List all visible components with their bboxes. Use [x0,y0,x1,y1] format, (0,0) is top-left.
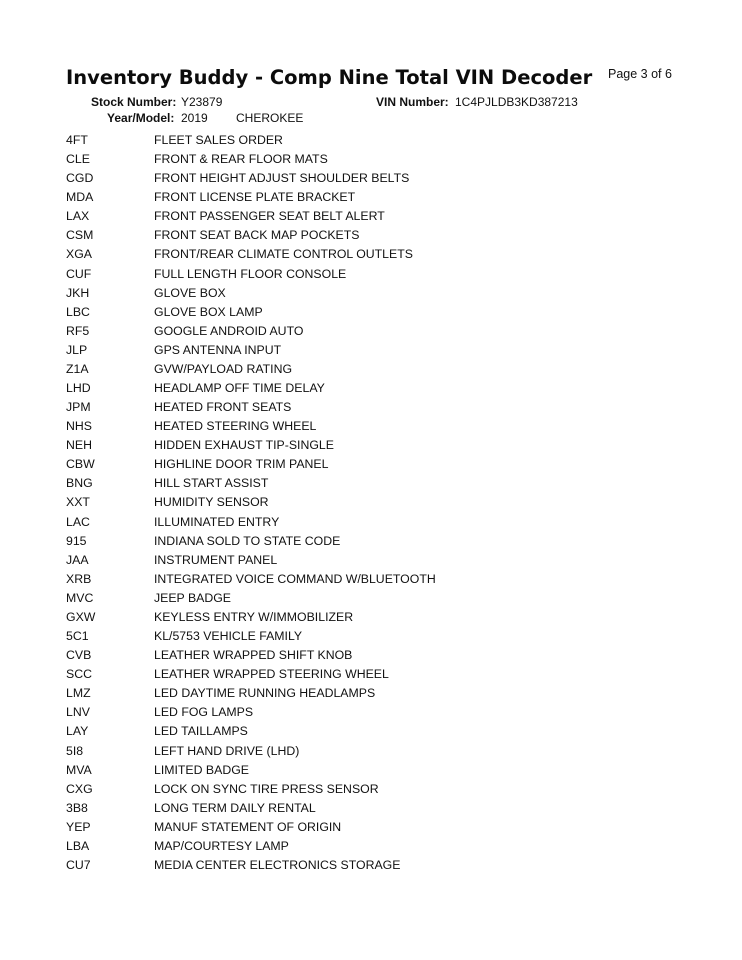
list-item [66,570,706,589]
option-description: FRONT SEAT BACK MAP POCKETS [154,228,360,243]
option-description: MANUF STATEMENT OF ORIGIN [154,819,342,834]
option-code: CSM [66,228,94,243]
list-item [66,226,706,245]
list-item [66,742,706,761]
option-code: CGD [66,171,94,186]
option-description: JEEP BADGE [154,590,231,605]
list-item [66,627,706,646]
option-description: FRONT & REAR FLOOR MATS [154,152,328,167]
option-description: HEADLAMP OFF TIME DELAY [154,381,325,396]
option-description: INTEGRATED VOICE COMMAND W/BLUETOOTH [154,571,436,586]
option-description: FRONT PASSENGER SEAT BELT ALERT [154,209,385,224]
list-item [66,780,706,799]
list-item [66,379,706,398]
option-description: GPS ANTENNA INPUT [154,342,282,357]
list-item [66,513,706,532]
option-description: HEATED FRONT SEATS [154,400,292,415]
list-item [66,551,706,570]
option-code: XXT [66,495,90,510]
option-code: NEH [66,438,92,453]
page-number: Page 3 of 6 [608,67,672,81]
year-model-label: Year/Model: [107,111,175,125]
option-code: JLP [66,342,88,357]
option-description: HEATED STEERING WHEEL [154,419,317,434]
option-description: GOOGLE ANDROID AUTO [154,323,304,338]
option-description: HIDDEN EXHAUST TIP-SINGLE [154,438,334,453]
option-code: LNV [66,705,90,720]
option-code: CBW [66,457,95,472]
option-description: FRONT LICENSE PLATE BRACKET [154,190,356,205]
option-description: LED DAYTIME RUNNING HEADLAMPS [154,686,376,701]
option-code: LMZ [66,686,91,701]
list-item [66,646,706,665]
option-code: 5C1 [66,629,89,644]
option-description: HUMIDITY SENSOR [154,495,269,510]
option-code: XGA [66,247,92,262]
list-item [66,303,706,322]
option-code: CVB [66,648,92,663]
option-description: HILL START ASSIST [154,476,269,491]
option-description: FLEET SALES ORDER [154,133,283,147]
list-item [66,532,706,551]
option-code: LBC [66,304,90,319]
option-code: LAC [66,514,90,529]
option-description: KEYLESS ENTRY W/IMMOBILIZER [154,609,354,624]
option-description: FRONT/REAR CLIMATE CONTROL OUTLETS [154,247,413,262]
list-item [66,493,706,512]
list-item [66,265,706,284]
option-code: 4FT [66,133,88,147]
option-description: INSTRUMENT PANEL [154,552,278,567]
list-item [66,856,706,875]
option-code: RF5 [66,323,90,338]
option-description: GLOVE BOX [154,285,226,300]
option-code: GXW [66,609,96,624]
option-code: 3B8 [66,800,88,815]
list-item [66,455,706,474]
option-code: LBA [66,838,90,853]
option-code: JKH [66,285,90,300]
option-description: LED TAILLAMPS [154,724,248,739]
stock-number-label: Stock Number: [91,95,177,109]
option-description: LEATHER WRAPPED SHIFT KNOB [154,648,353,663]
option-code: Z1A [66,361,89,376]
option-code: CUF [66,266,92,281]
option-description: MAP/COURTESY LAMP [154,838,289,853]
option-description: LED FOG LAMPS [154,705,254,720]
list-item [66,188,706,207]
option-code: CXG [66,781,93,796]
option-description: INDIANA SOLD TO STATE CODE [154,533,341,548]
option-code: SCC [66,667,92,682]
option-description: KL/5753 VEHICLE FAMILY [154,629,303,644]
option-description: LEATHER WRAPPED STEERING WHEEL [154,667,389,682]
option-code: XRB [66,571,92,586]
option-code: LAX [66,209,90,224]
list-item [66,245,706,264]
option-code: JAA [66,552,89,567]
list-item [66,703,706,722]
list-item [66,150,706,169]
option-description: LONG TERM DAILY RENTAL [154,800,316,815]
stock-number-value: Y23879 [181,95,223,109]
list-item [66,837,706,856]
option-description: GLOVE BOX LAMP [154,304,263,319]
list-item [66,131,706,150]
list-item [66,799,706,818]
list-item [66,398,706,417]
option-description: FRONT HEIGHT ADJUST SHOULDER BELTS [154,171,410,186]
list-item [66,761,706,780]
option-code: MDA [66,190,94,205]
option-code: CU7 [66,857,91,872]
option-code: NHS [66,419,92,434]
option-description: LEFT HAND DRIVE (LHD) [154,743,300,758]
list-item [66,684,706,703]
list-item [66,474,706,493]
list-item [66,436,706,455]
option-code: CLE [66,152,90,167]
list-item [66,608,706,627]
option-description: LIMITED BADGE [154,762,249,777]
option-code: BNG [66,476,93,491]
option-code: MVA [66,762,92,777]
option-description: MEDIA CENTER ELECTRONICS STORAGE [154,857,401,872]
vin-number-value: 1C4PJLDB3KD387213 [455,95,578,109]
list-item [66,589,706,608]
option-code: 915 [66,533,87,548]
option-code: LHD [66,381,91,396]
list-item [66,722,706,741]
list-item [66,169,706,188]
option-description: FULL LENGTH FLOOR CONSOLE [154,266,347,281]
list-item [66,417,706,436]
list-item [66,341,706,360]
list-item [66,360,706,379]
option-description: LOCK ON SYNC TIRE PRESS SENSOR [154,781,379,796]
option-code: LAY [66,724,89,739]
list-item [66,284,706,303]
list-item [66,818,706,837]
list-item [66,322,706,341]
option-code: 5I8 [66,743,84,758]
option-code: MVC [66,590,94,605]
option-description: GVW/PAYLOAD RATING [154,361,293,376]
year-value: 2019 [181,111,208,125]
list-item [66,665,706,684]
list-item [66,207,706,226]
document-title: Inventory Buddy - Comp Nine Total VIN Decoder [66,66,593,89]
option-description: ILLUMINATED ENTRY [154,514,280,529]
option-description: HIGHLINE DOOR TRIM PANEL [154,457,329,472]
option-code: JPM [66,400,91,415]
vin-number-label: VIN Number: [376,95,449,109]
option-code-list [66,131,706,875]
model-value: CHEROKEE [236,111,304,125]
option-code: YEP [66,819,91,834]
